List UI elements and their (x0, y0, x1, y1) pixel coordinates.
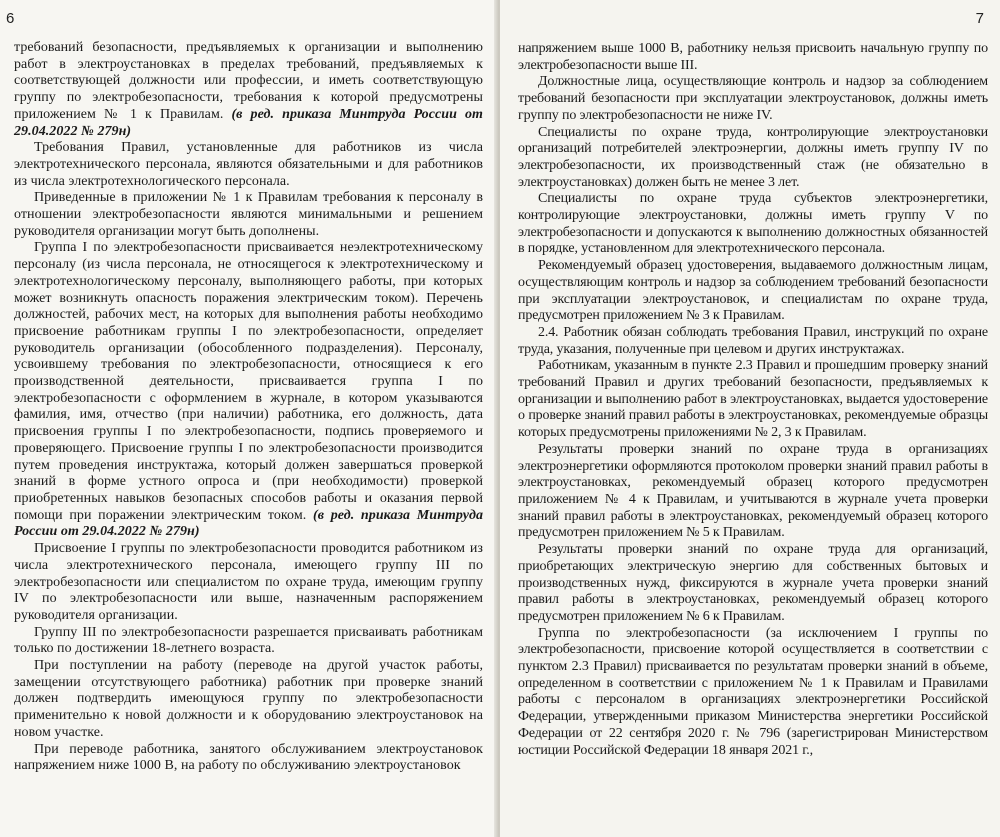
paragraph: Приведенные в приложении № 1 к Правилам требования к персоналу в отношении электробезопасности являются минимальными и решением руководителя организации могут быть дополнены. (14, 190, 483, 239)
paragraph: 2.4. Работник обязан соблюдать требования Правил, инструкций по охране труда, указания, полученные при целевом и других инструктажах. (518, 324, 988, 357)
paragraph: Должностные лица, осуществляющие контроль и надзор за соблюдением требований безопасности при эксплуатации электроустановок, должны иметь группу по электробезопасности не ниже IV. (518, 74, 988, 123)
paragraph: Присвоение I группы по электробезопасности проводится работником из числа электротехнического персонала, имеющего группу III по электробезопасности или специалистом по охране труда, имеющим группу IV по электробезопасности или выше, назначенным распоряжением руководителя организации. (14, 541, 483, 623)
right-page-text (518, 0, 988, 759)
paragraph: Результаты проверки знаний по охране труда для организаций, приобретающих электрическую энергию для собственных бытовых и производственных нужд, фиксируются в журнале учета проверки знаний правил работы в электроустановках, рекомендуемый образец которого предусмотрен приложением № 6 к Правилам. (518, 542, 988, 624)
amendment-note: (в ред. приказа Минтруда России от 29.04.2022 № 279н) (14, 507, 483, 540)
paragraph: Группу III по электробезопасности разрешается присваивать работникам только по достижении 18-летнего возраста. (14, 624, 483, 657)
paragraph: напряжением выше 1000 В, работнику нельзя присвоить начальную группу по электробезопасности выше III. (518, 41, 988, 73)
paragraph: Специалисты по охране труда, контролирующие электроустановки организаций потребителей электроэнергии, должны иметь группу IV по электробезопасности, их производственный стаж (не обязательно в электроустановках) должен быть не менее 3 лет. (518, 124, 988, 190)
left-page-text (14, 40, 483, 775)
amendment-note: (в ред. приказа Минтруда России от 29.04.2022 № 279н) (14, 106, 483, 139)
page-number-right: 7 (975, 10, 984, 27)
paragraph: Группа I по электробезопасности присваивается неэлектротехническому персоналу (из числа персонала, не относящегося к электротехническому и электротехнологическому персоналу, выполняющего работы, при которых может возникнуть опасность поражения электрическим током). Перечень должностей, рабочих мест, на которых для выполнения работы необходимо присвоение работникам группы I по электробезопасности, определяет руководитель организации (обособленного подразделения). Персоналу, усвоившему требования по электробезопасности, относящиеся к его производственной деятельности, присваивается группа I по электробезопасности с оформлением в журнале, в котором указываются фамилия, имя, отчество (при наличии) работника, его должность, дата присвоения группы I по электробезопасности, подпись проверяемого и проверяющего. Присвоение группы I по электробезопасности производится путем проведения инструктажа, который должен завершаться проверкой знаний в форме устного опроса и (при необходимости) проверкой приобретенных навыков безопасных способов работы и оказания первой помощи при поражении электрическим током. (в ред. приказа Минтруда России от 29.04.2022 № 279н) (14, 240, 483, 540)
paragraph: При переводе работника, занятого обслуживанием электроустановок напряжением ниже 1000 В, на работу по обслуживанию электроустановок (14, 741, 483, 774)
paragraph: Группа по электробезопасности (за исключением I группы по электробезопасности, присвоение которой осуществляется в соответствии с пунктом 2.3 Правил) присваивается по результатам проверки знаний в объеме, определенном в соответствии с приложением № 1 к Правилам и Правилами работы с персоналом в организациях электроэнергетики Российской Федерации, утвержденными приказом Министерства энергетики Российской Федерации от 22 сентября 2020 г. № 796 (зарегистрирован Министерством юстиции Российской Федерации 18 января 2021 г., (518, 625, 988, 758)
left-page (0, 0, 497, 837)
paragraph: Результаты проверки знаний по охране труда в организациях электроэнергетики оформляются протоколом проверки знаний правил работы в электроустановках, рекомендуемый образец которого предусмотрен приложением № 4 к Правилам, и учитываются в журнале учета проверки знаний правил работы в электроустановках, рекомендуемый образец которого предусмотрен приложением № 5 к Правилам. (518, 441, 988, 541)
paragraph: требований безопасности, предъявляемых к организации и выполнению работ в электроустановках в пределах требований, предъявляемых к соответствующей должности или профессии, и иметь соответствующую группу по электробезопасности, требования к которой предусмотрены приложением № 1 к Правилам. (в ред. приказа Минтруда России от 29.04.2022 № 279н) (14, 40, 483, 139)
paragraph: Рекомендуемый образец удостоверения, выдаваемого должностным лицам, осуществляющим контроль и надзор за соблюдением требований безопасности при эксплуатации электроустановок, и специалистам по охране труда, предусмотрен приложением № 3 к Правилам. (518, 258, 988, 324)
right-page (500, 0, 1000, 837)
paragraph: Специалисты по охране труда субъектов электроэнергетики, контролирующие электроустановки, должны иметь группу V по электробезопасности и допускаются к выполнению должностных обязанностей в порядке, установленном для электротехнического персонала. (518, 191, 988, 257)
page-number-left: 6 (6, 10, 15, 27)
paragraph: При поступлении на работу (переводе на другой участок работы, замещении отсутствующего работника) работник при проверке знаний должен подтвердить имеющуюся группу по электробезопасности применительно к новой должности и к оборудованию электроустановок на новом участке. (14, 658, 483, 740)
paragraph: Работникам, указанным в пункте 2.3 Правил и прошедшим проверку знаний требований Правил и других требований безопасности, предъявляемых к организации и выполнению работ в электроустановках, выдается удостоверение о проверке знаний правил работы в электроустановках, рекомендуемые образцы которых предусмотрены приложениями № 2, 3 к Правилам. (518, 358, 988, 441)
paragraph: Требования Правил, установленные для работников из числа электротехнического персонала, являются обязательными и для работников из числа электротехнологического персонала. (14, 140, 483, 189)
